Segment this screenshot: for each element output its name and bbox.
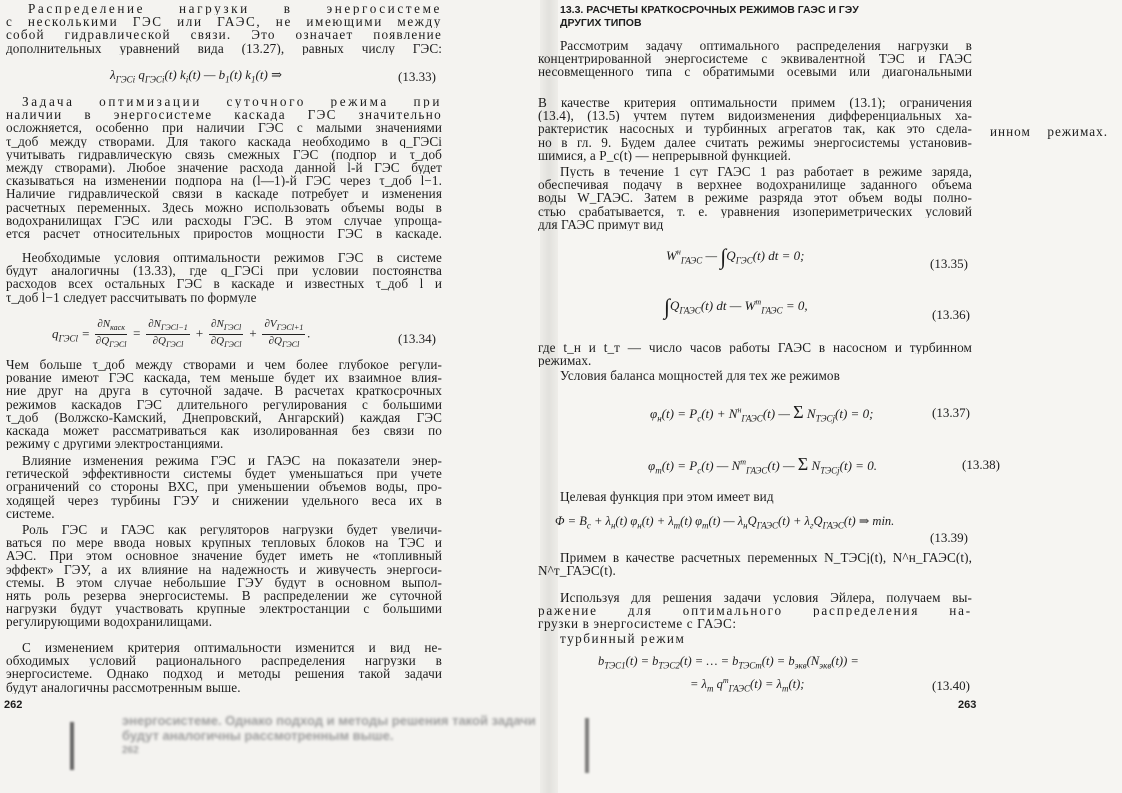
text-line: В качестве критерия оптимальности примем (13.1); ограничения <box>538 96 972 110</box>
scan-artifact <box>70 722 74 770</box>
left-paragraph-3 <box>6 251 442 304</box>
text-line: Задача оптимизации суточного режима при <box>22 95 442 109</box>
text-line: для ГАЭС примут вид <box>538 217 664 231</box>
text-line: ние друг на друга в суточной задаче. В расчетах краткосрочных <box>6 384 442 398</box>
left-paragraph-2 <box>6 95 442 240</box>
text-line: энергосистеме. Однако подход и методы решения такой задачи <box>6 667 442 681</box>
equation-13-33: $\lambda_{ГЭСi}$ $q_{ГЭСi}(t)$ $k_i(t)$ — $b_1(t)$ $k_1(t)$ ⇒ <box>110 67 282 85</box>
text-line: сказываться на изменении подпора на (l—1)-й ГЭС через τ_доб l−1. <box>6 174 442 188</box>
right-paragraph-7 <box>538 551 972 577</box>
equation-number: (13.37) <box>932 405 970 420</box>
text-line: обеспечивая подачу в верхнее водохранилище заданного объема <box>538 178 972 192</box>
equation-13-40-line-2: = $\lambda_т$ $q^т_{ГАЭС}(t) = \lambda_т(t)$; <box>690 676 805 694</box>
bleed-through-text: энергосистеме. Однако подход и методы решения такой задачи будут аналогичны рассмотренным выше. 262 <box>122 713 536 756</box>
equation-number: (13.38) <box>962 457 1000 472</box>
left-paragraph-4 <box>6 358 442 450</box>
text-line: τ_доб (Волжско-Камский, Днепровский, Ангарский) каждая ГЭС <box>6 410 442 424</box>
text-line: τ_доб l−1 следует рассчитывать по формуле <box>6 290 257 304</box>
text-line: (13.4), (13.5) учтем путем видоизменения дифференциальных ха- <box>538 109 972 123</box>
text-line: Необходимые условия оптимальности режимов ГЭС в системе <box>22 251 442 265</box>
left-paragraph-7 <box>6 641 442 694</box>
overflow-text: инном режимах. <box>990 124 1108 139</box>
text-line: режиму с другими электростанциями. <box>6 437 224 451</box>
fraction: $\frac{\partial N_{каск}}{\partial Q_{ГЭСl}}$ <box>95 318 127 350</box>
text-line: нять роль резерва энергосистемы. В распределении же суточной <box>6 588 442 603</box>
text-line: Роль ГЭС и ГАЭС как регуляторов нагрузки будет увеличи- <box>22 523 442 537</box>
text-line: осложняется, особенно при наличии ГЭС с малыми значениями <box>6 121 442 135</box>
equation-13-38: $\varphi_т(t) = P_с(t)$ — $N^т_{ГАЭС}(t)$ — Σ $N_{ТЭСj}(t) = 0$. <box>648 454 877 476</box>
text-line: будут аналогичны (13.33), где q_ГЭСi при условии постоянства <box>6 264 442 278</box>
text-line: стью срабатывается, т. е. уравнения изопериметрических условий <box>538 204 972 218</box>
text-line: воды W_ГАЭС. Затем в режиме разряда этот объем воды полно- <box>538 191 972 205</box>
text-line: Влияние изменения режима ГЭС и ГАЭС на показатели энер- <box>22 454 442 468</box>
text-line: С изменением критерия оптимальности изменится и вид не- <box>22 641 442 655</box>
text-line: между створами). Любое значение расхода данной l-й ГЭС будет <box>6 160 442 175</box>
text-line: расчетных переменных. Здесь можно использовать объемы воды в <box>6 200 442 214</box>
text-line: τ_доб между створами. Для такого каскада необходимо в q_ГЭСi <box>6 134 442 148</box>
text-line: эффект» ГЭУ, а их влияние на надежность и живучесть энергоси- <box>6 562 442 576</box>
text-line: регулирующими водохранилищами. <box>6 615 213 629</box>
equation-number: (13.40) <box>932 678 970 693</box>
equation-number: (13.34) <box>398 331 436 346</box>
text-line: грузки в энергосистеме с ГАЭС: <box>538 617 737 631</box>
fraction: $\frac{\partial V_{ГЭСl+1}}{\partial Q_{ГЭСl}}$ <box>264 318 304 350</box>
equation-number: (13.35) <box>930 256 968 271</box>
text-line: ходящей через турбины ГЭУ и снижении удельного веса их в <box>6 493 442 507</box>
page-number-left: 262 <box>4 699 23 711</box>
equation-13-40-line-1: $b_{ТЭС1}(t) = b_{ТЭС2}(t)$ = … = $b_{ТЭСm}(t) = b_{экв}(N_{экв}(t))$ = <box>598 654 859 671</box>
text-line: стемы. В этом случае небольшие ГЭУ будут в основном выпол- <box>6 575 442 589</box>
equation-13-37: $\varphi_н(t) = P_с(t) + N^н_{ГАЭС}(t)$ — Σ $N_{ТЭСj}(t) = 0$; <box>650 402 874 424</box>
equation-number: (13.33) <box>398 69 436 84</box>
text-line: с несколькими ГЭС или ГАЭС, не имеющими между <box>6 15 442 29</box>
fraction: $\frac{\partial N_{ГЭСl-1}}{\partial Q_{ГЭСl}}$ <box>148 318 188 350</box>
text-line: Используя для решения задачи условия Эйлера, получаем вы- <box>560 591 972 605</box>
left-paragraph-6 <box>6 523 442 629</box>
text-line: нагрузки будут участвовать крупные электростанции с большими <box>6 602 442 616</box>
left-paragraph-5 <box>6 454 442 520</box>
equation-13-36: $\int Q_{ГАЭС}(t)$ dt — $W^т_{ГАЭС} = 0$, <box>664 294 808 319</box>
text-line: гетической эффективности системы будет уменьшаться при учете <box>6 467 442 481</box>
text-line: учитывать гидравлическую связь смежных ГЭС (подпор и τ_доб <box>6 147 442 161</box>
text-line: каскада может рассматриваться как изолированная без связи по <box>6 423 442 438</box>
text-line: рактеристик насосных и турбинных агрегатов так, как это сдела- <box>538 122 972 136</box>
text-line: обходимых условий рационального распределения нагрузки в <box>6 654 442 668</box>
text-line: режимов каскадов ГЭС длительного регулирования с большими <box>6 397 442 411</box>
text-line: Чем больше τ_доб между створами и чем более глубокое регули- <box>6 358 442 372</box>
text-line: несовмещенного типа с обратимыми осевыми или диагональными <box>538 65 972 79</box>
text-line: шимися, а P_c(t) — непрерывной функцией. <box>538 148 791 162</box>
text-line: Распределение нагрузки в энергосистеме <box>28 2 442 16</box>
text-line: ется расчет относительных приростов мощности ГЭС в каскаде. <box>6 226 442 241</box>
mode-label: турбинный режим <box>560 631 686 646</box>
text-line: ограничений со стороны ВХС, при уменьшении объемов воды, про- <box>6 480 442 494</box>
text-line: ваться по мере ввода новых крупных тепловых блоков на ТЭС и <box>6 536 442 550</box>
text-line: наличии в энергосистеме каскада ГЭС значительно <box>6 108 442 122</box>
text-line: расходов всех остальных ГЭС в каскаде и известных τ_доб l и <box>6 277 442 291</box>
right-paragraph-8 <box>538 591 972 631</box>
text-line: дополнительных уравнений вида (13.27), равных числу ГЭС: <box>6 41 442 55</box>
text-line: концентрированной энергосистеме с эквивалентной ТЭС и ГАЭС <box>538 52 972 66</box>
text-line: ражение для оптимального распределения на- <box>538 604 972 618</box>
text-line: N^т_ГАЭС(t). <box>538 564 616 578</box>
right-paragraph-2 <box>538 96 972 162</box>
right-paragraph-1 <box>538 39 972 79</box>
right-paragraph-5: Условия баланса мощностей для тех же режимов <box>560 368 840 383</box>
right-paragraph-4 <box>538 341 972 367</box>
text-line: системе. <box>6 506 55 520</box>
equation-13-34: $q_{ГЭСl}$ = $\frac{\partial N_{каск}}{\partial Q_{ГЭСl}}$ = $\frac{\partial N_{ГЭСl-1}}{\partial Q_{ГЭСl}}$ + $\frac{\partial N_{ГЭСl}}{\partial Q_{ГЭСl}}$ + $\frac{\partial V_{ГЭСl+1}}{\partial Q_{ГЭСl}}$ . <box>52 318 311 350</box>
right-paragraph-6: Целевая функция при этом имеет вид <box>560 489 774 504</box>
right-paragraph-3 <box>538 165 972 231</box>
equation-number: (13.36) <box>932 307 970 322</box>
text-line: будут аналогичны рассмотренным выше. <box>6 680 241 694</box>
text-line: АЭС. При этом основное значение будет иметь не «топливный <box>6 549 442 563</box>
text-line: собой гидравлической связи. Это означает появление <box>6 28 442 42</box>
page-number-right: 263 <box>958 699 977 711</box>
text-line: Наличие гидравлической связи в каскаде потребует и изменения <box>6 187 442 201</box>
equation-13-39: $\Phi = B_с + \lambda_н(t) \varphi_н(t) + \lambda_т(t)$ $\varphi_т(t)$ — $\lambda_нQ_{ГАЭС}(t) + \lambda_гQ_{ГАЭС}(t)$ ⇒ min. <box>555 514 895 531</box>
text-line: где t_н и t_т — число часов работы ГАЭС в насосном и турбинном <box>538 341 972 355</box>
text-line: рование имеют ГЭС каскада, тем меньше будет их взаимное влия- <box>6 371 442 385</box>
fraction: $\frac{\partial N_{ГЭСl}}{\partial Q_{ГЭСl}}$ <box>210 318 242 350</box>
equation-13-35: $W^н_{ГАЭС}$ — $\int Q_{ГЭС}(t)$ dt = 0; <box>666 244 805 269</box>
text-line: Рассмотрим задачу оптимального распределения нагрузки в <box>560 39 972 53</box>
text-line: водохранилищах ГЭС или расходы ГЭС. В этом случае упроща- <box>6 213 442 227</box>
text-line: режимах. <box>538 354 592 368</box>
equation-number: (13.39) <box>930 530 968 545</box>
section-heading: 13.3. РАСЧЕТЫ КРАТКОСРОЧНЫХ РЕЖИМОВ ГАЭС И ГЭУ ДРУГИХ ТИПОВ <box>560 4 859 29</box>
text-line: Примем в качестве расчетных переменных N_ТЭСj(t), N^н_ГАЭС(t), <box>560 551 972 565</box>
text-line: Пусть в течение 1 сут ГАЭС 1 раз работает в режиме заряда, <box>560 165 972 179</box>
text-line: но в гл. 9. Будем далее считать режимы энергосистемы установив- <box>538 135 972 149</box>
left-paragraph-1 <box>6 2 442 55</box>
scan-artifact <box>585 718 589 773</box>
